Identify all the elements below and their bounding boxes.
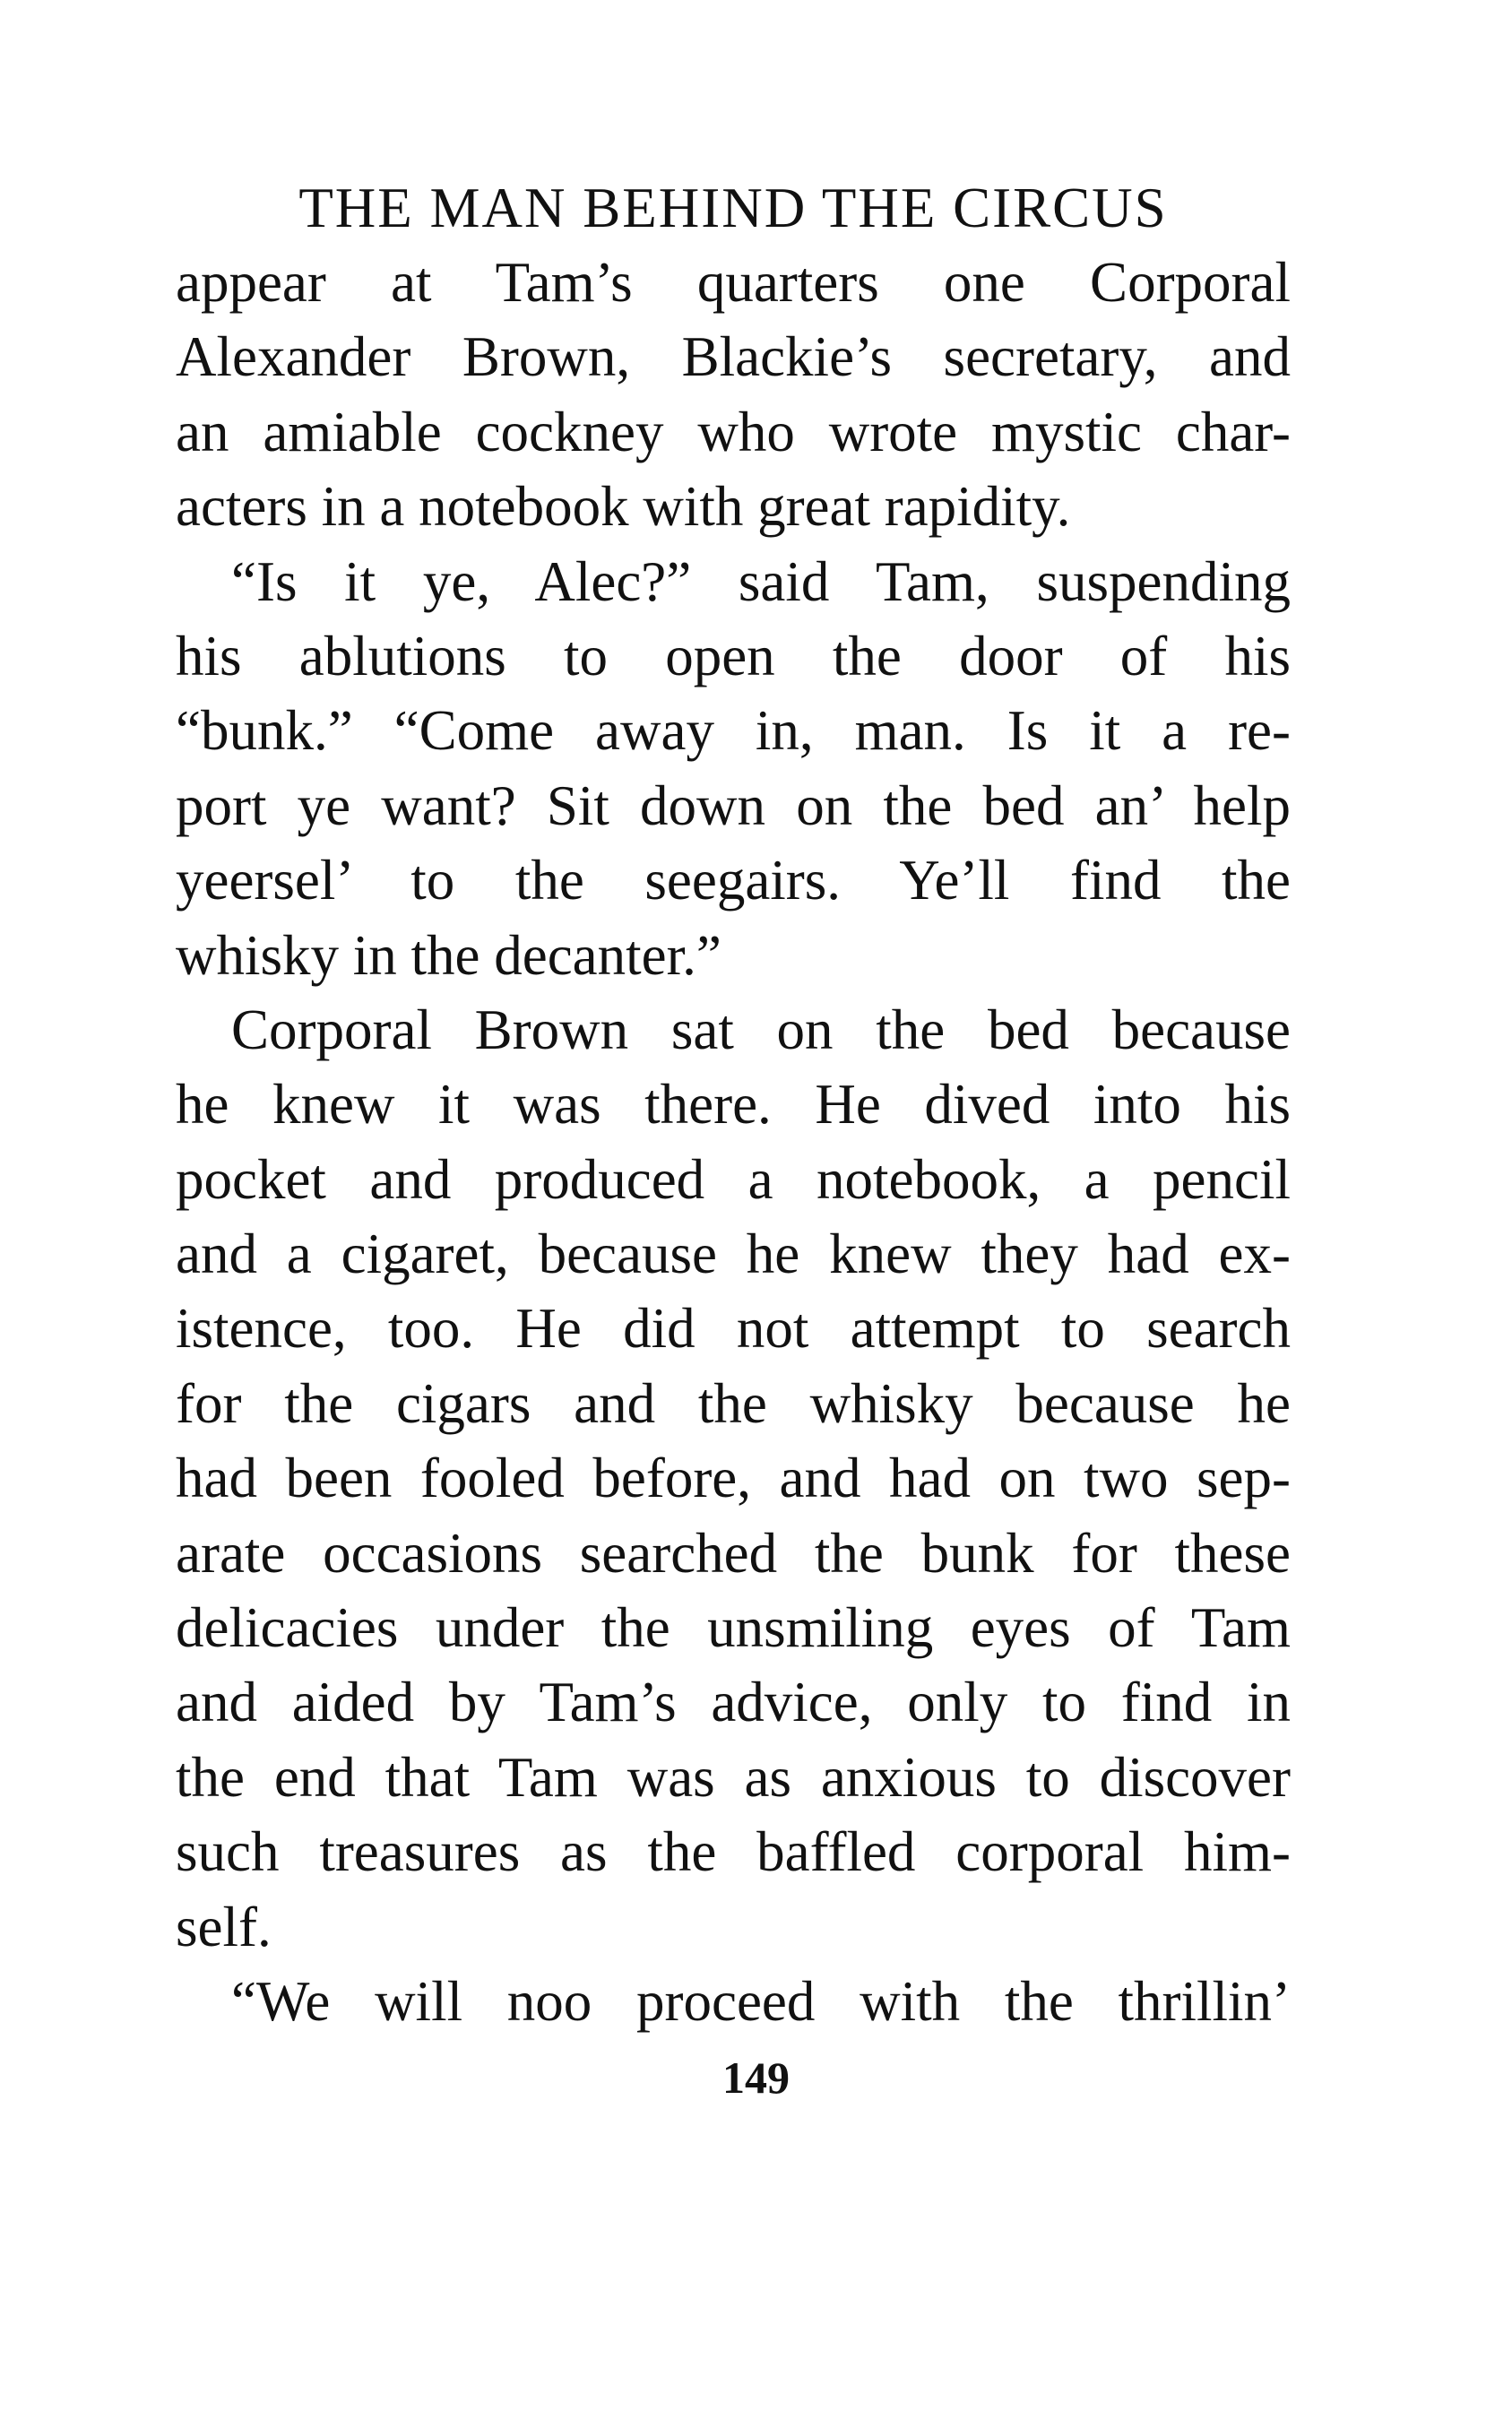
text-line: the end that Tam was as anxious to discover [176,1745,1291,1809]
text-line: yeersel’ to the seegairs. Ye’ll find the [176,849,1291,912]
text-line: for the cigars and the whisky because he [176,1371,1291,1435]
text-line: appear at Tam’s quarters one Corporal [176,251,1291,314]
text-line: whisky in the decanter.” [176,923,721,987]
page-number: 149 [722,2052,790,2103]
text-line: Alexander Brown, Blackie’s secretary, and [176,325,1291,389]
text-line: pocket and produced a notebook, a pencil [176,1147,1291,1211]
text-line: “We will noo proceed with the thrillin’ [231,1969,1291,2033]
text-line: arate occasions searched the bunk for these [176,1521,1291,1585]
text-line: delicacies under the unsmiling eyes of Tam [176,1596,1291,1660]
text-line: istence, too. He did not attempt to search [176,1297,1291,1361]
text-line: port ye want? Sit down on the bed an’ help [176,773,1291,837]
body-text [176,246,1291,2039]
text-line: “bunk.” “Come away in, man. Is it a re- [176,699,1291,763]
text-line: an amiable cockney who wrote mystic char- [176,400,1291,463]
text-line: “Is it ye, Alec?” said Tam, suspending [231,549,1291,613]
text-line: self. [176,1895,272,1958]
text-line: acters in a notebook with great rapidity. [176,475,1071,539]
text-line: and aided by Tam’s advice, only to find in [176,1671,1291,1734]
text-line: had been fooled before, and had on two sep- [176,1447,1291,1510]
text-line: such treasures as the baffled corporal him- [176,1820,1291,1884]
text-line: Corporal Brown sat on the bed because [231,998,1291,1061]
text-line: his ablutions to open the door of his [176,624,1291,687]
text-line: he knew it was there. He dived into his [176,1073,1291,1136]
book-page [176,170,1291,2039]
running-head: THE MAN BEHIND THE CIRCUS [298,177,1168,239]
text-line: and a cigaret, because he knew they had ex- [176,1223,1291,1286]
